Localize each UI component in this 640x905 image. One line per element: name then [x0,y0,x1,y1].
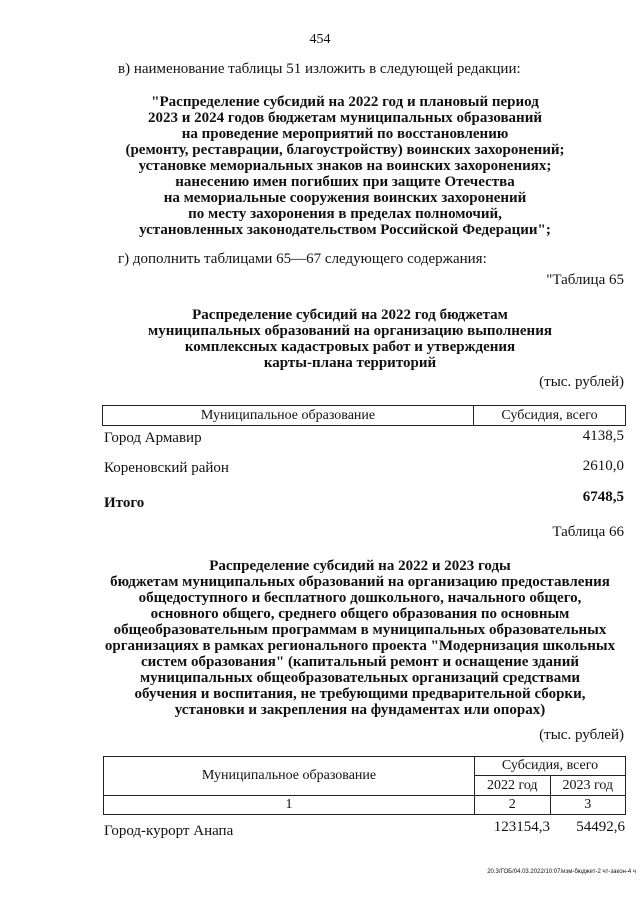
header-subsidy: Субсидия, всего [474,406,626,426]
title-line: систем образования" (капитальный ремонт и оснащение зданий [141,654,579,670]
item-v-text: в) наименование таблицы 51 изложить в следующей редакции: [118,61,521,77]
title-line: Распределение субсидий на 2022 и 2023 годы [209,558,511,574]
title-line: общедоступного и бесплатного дошкольного, начального общего, [138,590,582,606]
title-line: муниципальных образований на организацию выполнения [148,323,552,339]
title-line: установки и закрепления на фундаментах или опорах) [174,702,546,718]
total-label: Итого [104,495,145,511]
table65-title [120,307,580,371]
title-line: по месту захоронения в пределах полномочий, [188,206,502,222]
title-line: комплексных кадастровых работ и утверждения [184,339,516,355]
title-line: общеобразовательным программам в муниципальных образовательных [113,622,607,638]
total-value: 6748,5 [582,489,624,505]
title-line: (ремонту, реставрации, благоустройству) воинских захоронений; [125,142,565,158]
column-number-1: 1 [104,796,475,815]
table66-units: (тыс. рублей) [539,727,624,743]
header-year-2023: 2023 год [550,776,626,796]
table66-label: Таблица 66 [552,524,624,540]
column-number-3: 3 [550,796,626,815]
table65-header [102,405,626,426]
table-row-name: Город-курорт Анапа [104,823,234,839]
table-row-value: 2610,0 [582,458,624,474]
footer-stamp: 20.3/ГОБ/04.03.2022/10:07/изм-бюджет-2 чт-закон-4 ч [487,869,636,875]
title-line: карты-плана территорий [263,355,437,371]
title-line: обучения и воспитания, не требующими предварительной сборки, [134,686,586,702]
table-row-value-2022: 123154,3 [493,819,550,835]
title-line: "Распределение субсидий на 2022 год и плановый период [151,94,539,110]
title-line: установленных законодательством Российской Федерации"; [139,222,551,238]
page-number: 454 [309,32,331,47]
title-line: на мемориальные сооружения воинских захоронений [163,190,527,206]
table65-units: (тыс. рублей) [539,374,624,390]
header-year-2022: 2022 год [475,776,551,796]
title-line: 2023 и 2024 годов бюджетам муниципальных образований [148,110,542,126]
title-line: на проведение мероприятий по восстановлению [181,126,509,142]
table-row-value-2023: 54492,6 [576,819,625,835]
item-g-text: г) дополнить таблицами 65—67 следующего содержания: [118,251,487,267]
header-municipality: Муниципальное образование [104,757,475,796]
table51-new-title [110,94,580,238]
table66-header [103,756,626,815]
title-line: бюджетам муниципальных образований на организацию предоставления [110,574,610,590]
column-number-2: 2 [475,796,551,815]
table66-title [100,558,620,718]
table-row-name: Город Армавир [104,430,202,446]
table-row-value: 4138,5 [582,428,624,444]
title-line: Распределение субсидий на 2022 год бюджетам [192,307,508,323]
header-municipality: Муниципальное образование [103,406,474,426]
title-line: установке мемориальных знаков на воинских захоронениях; [138,158,552,174]
title-line: организациях в рамках регионального проекта "Модернизация школьных [104,638,616,654]
table-row-name: Кореновский район [104,460,229,476]
title-line: нанесению имен погибших при защите Отечества [175,174,515,190]
header-subsidy: Субсидия, всего [475,757,626,776]
table65-label: "Таблица 65 [546,272,624,288]
title-line: муниципальных общеобразовательных организаций средствами [139,670,581,686]
title-line: основного общего, среднего общего образования по основным [150,606,570,622]
